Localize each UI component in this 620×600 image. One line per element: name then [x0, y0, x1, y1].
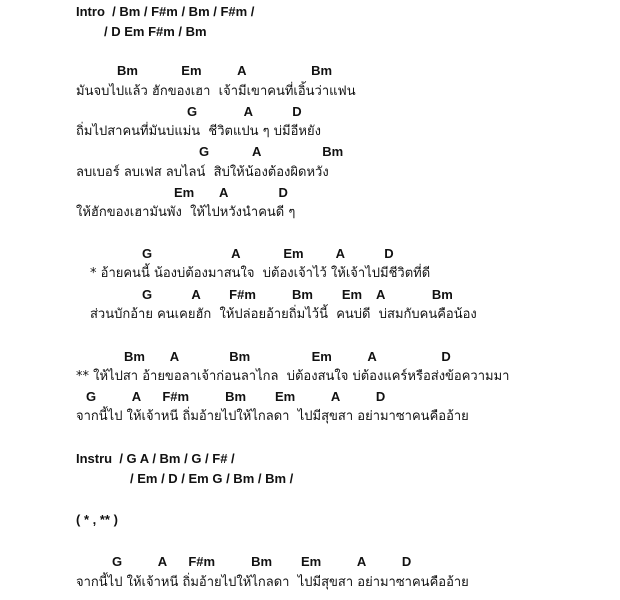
instru-line-1: Instru / G A / Bm / G / F# / [76, 451, 235, 466]
pre-chorus-lyric-2: ส่วนบักอ้าย คนเคยฮัก ให้ปล่อยอ้ายถิ่มไว้นี้ คนบ่ดี บ่สมกับคนคือน้อง [90, 307, 477, 322]
verse-chords-4: Em A D [174, 185, 288, 200]
verse-chords-2: G A D [187, 104, 302, 119]
chorus-lyric-1: ** ให้ไปสา อ้ายขอลาเจ้าก่อนลาไกล บ่ต้องสนใจ บ่ต้องแคร์หรือส่งข้อความมา [76, 369, 510, 384]
verse-lyric-2: ถิ่มไปสาคนที่มันบ่แม่น ชีวิตแปน ๆ บ่มีอีหยัง [76, 124, 321, 139]
pre-chorus-chords-1: G A Em A D [142, 246, 394, 261]
verse-chords-1: Bm Em A Bm [117, 63, 333, 78]
verse-chords-3: G A Bm [199, 144, 344, 159]
verse-lyric-4: ให้ฮักของเฮามันพัง ให้ไปหวังนำคนดี ๆ [76, 205, 296, 220]
outro-lyric: จากนี้ไป ให้เจ้าหนี ถิ่มอ้ายไปให้ไกลดา ไปมีสุขสา อย่ามาซาคนคืออ้าย [76, 575, 469, 590]
instru-line-2: / Em / D / Em G / Bm / Bm / [130, 471, 294, 486]
outro-chords: G A F#m Bm Em A D [112, 554, 412, 569]
verse-lyric-1: มันจบไปแล้ว ฮักของเฮา เจ้ามีเขาคนที่เอิ้นว่าแฟน [76, 84, 356, 99]
intro-line-1: Intro / Bm / F#m / Bm / F#m / [76, 4, 255, 19]
chorus-chords-1: Bm A Bm Em A D [124, 349, 451, 364]
repeat-marker: ( * , ** ) [76, 512, 118, 527]
pre-chorus-lyric-1: * อ้ายคนนี้ น้องบ่ต้องมาสนใจ บ่ต้องเจ้าไว้ ให้เจ้าไปมีชีวิตที่ดี [90, 266, 431, 281]
intro-line-2: / D Em F#m / Bm [104, 24, 207, 39]
pre-chorus-chords-2: G A F#m Bm Em A Bm [142, 287, 453, 302]
verse-lyric-3: ลบเบอร์ ลบเฟส ลบไลน์ สิบ่ให้น้องต้องผิดหวัง [76, 165, 329, 180]
chorus-chords-2: G A F#m Bm Em A D [86, 389, 386, 404]
chorus-lyric-2: จากนี้ไป ให้เจ้าหนี ถิ่มอ้ายไปให้ไกลดา ไปมีสุขสา อย่ามาซาคนคืออ้าย [76, 409, 469, 424]
